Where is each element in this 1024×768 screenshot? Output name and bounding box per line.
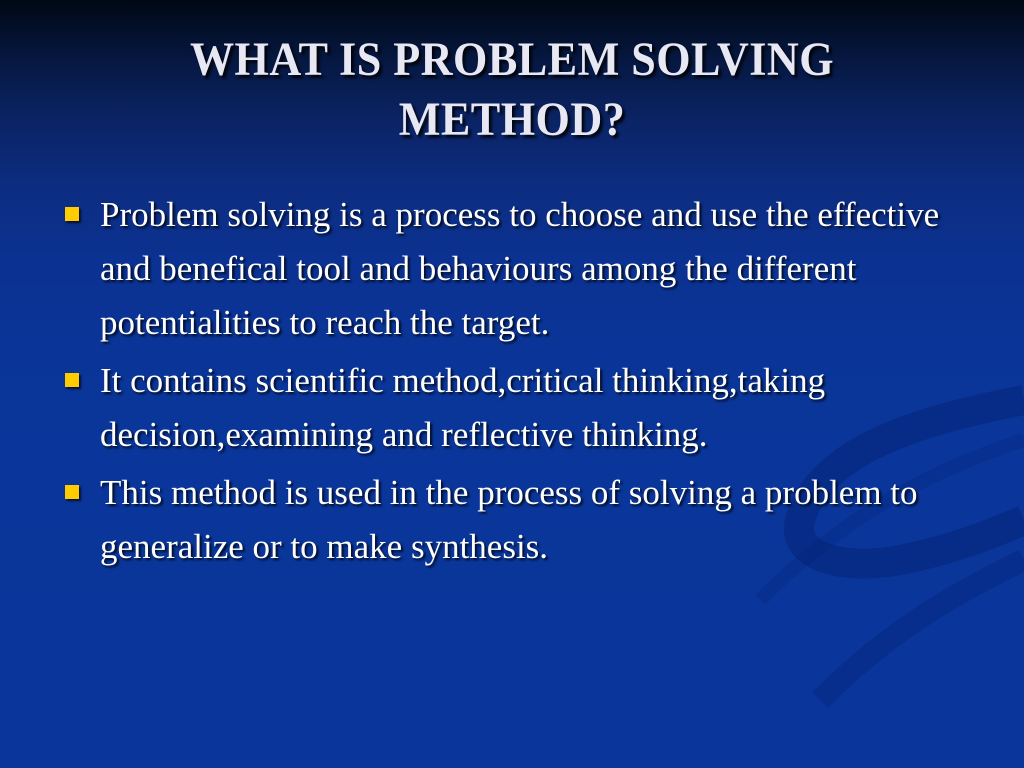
- bullet-text: It contains scientific method,critical thinking,taking decision,examining and reflective thinking.: [100, 361, 826, 454]
- bullet-item: [62, 354, 982, 462]
- bullet-text: Problem solving is a process to choose and use the effective and benefical tool and behaviours among the different potentialities to reach the target.: [100, 195, 940, 342]
- square-bullet-icon: [65, 373, 79, 387]
- bullet-list: [62, 188, 982, 578]
- bullet-text: This method is used in the process of solving a problem to generalize or to make synthesis.: [100, 473, 918, 566]
- square-bullet-icon: [65, 485, 79, 499]
- title-line-2: METHOD?: [398, 93, 626, 146]
- square-bullet-icon: [65, 207, 79, 221]
- title-line-1: WHAT IS PROBLEM SOLVING: [189, 33, 835, 86]
- bullet-item: [62, 188, 982, 350]
- bullet-item: [62, 466, 982, 574]
- slide-title: [78, 30, 946, 150]
